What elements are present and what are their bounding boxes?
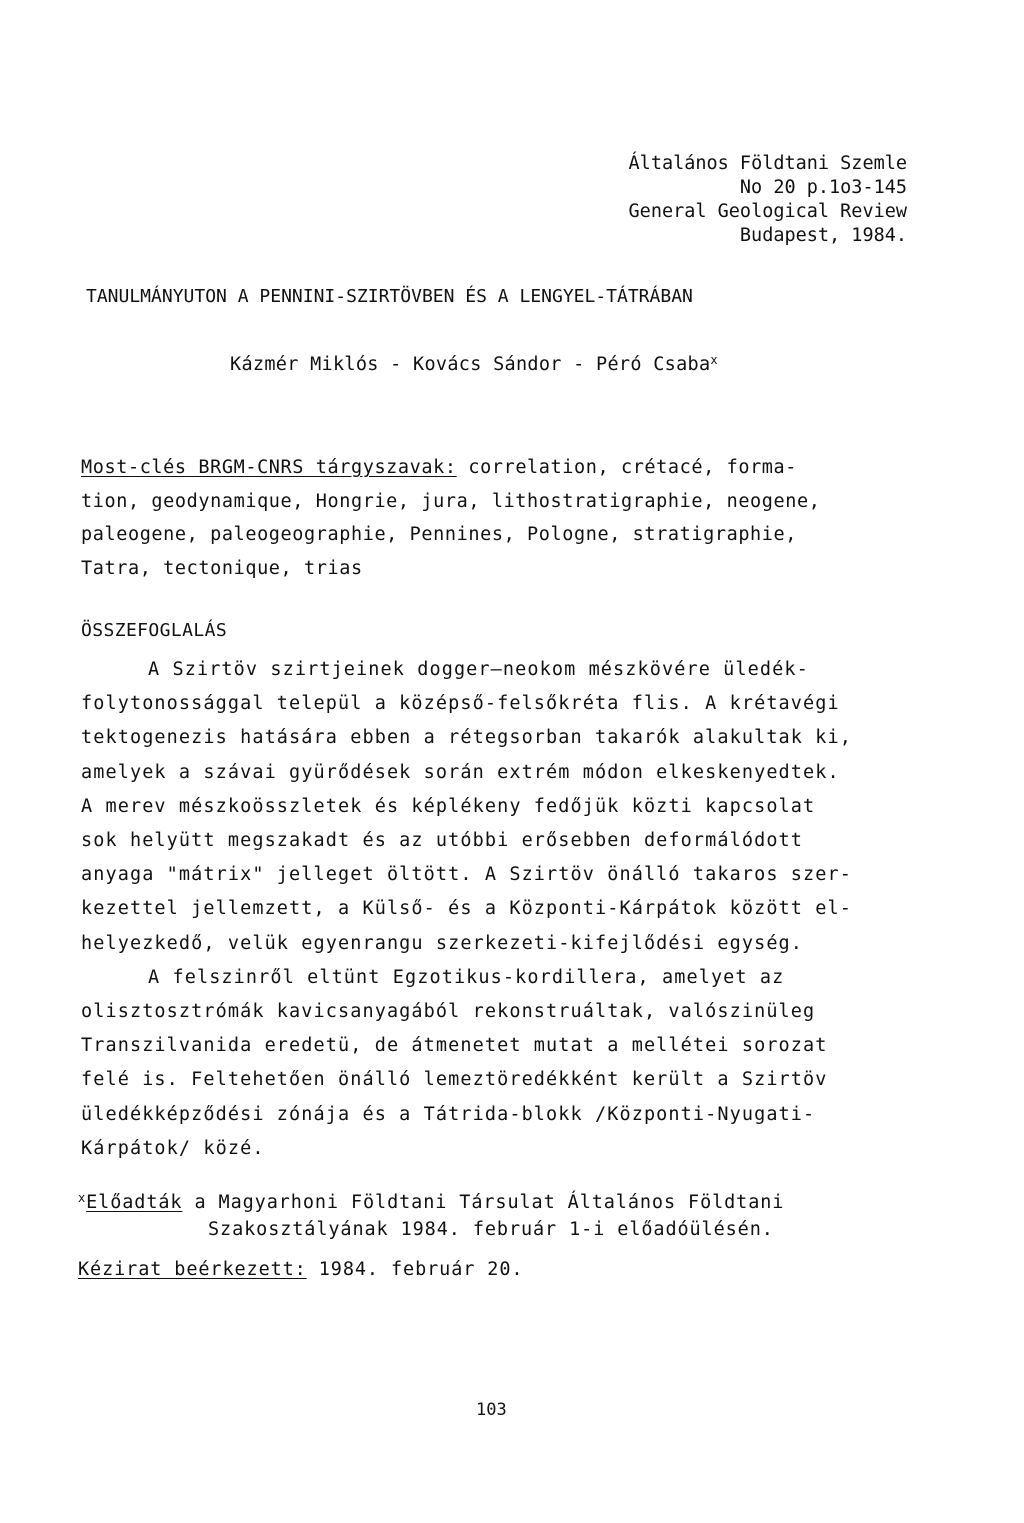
footnote-line: Szakosztályának 1984. február 1-i előadóülésén. [208, 1219, 774, 1240]
keywords-label: Most-clés BRGM-CNRS tárgyszavak: [81, 457, 457, 478]
journal-place-year: Budapest, 1984. [739, 225, 907, 246]
summary-line: üledékképződési zónája és a Tátrida-blokk /Központi-Nyugati- [81, 1103, 816, 1125]
keywords-line: Tatra, tectonique, trias [81, 557, 363, 579]
summary-body [81, 653, 941, 1166]
author-names: Kázmér Miklós - Kovács Sándor - Péró Csaba [230, 354, 711, 375]
footnote-label: Előadták [86, 1192, 183, 1213]
summary-line: A felszinről eltünt Egzotikus-kordillera, amelyet az [148, 966, 785, 988]
footnote [78, 1190, 784, 1243]
page-number: 103 [476, 1400, 507, 1420]
summary-line: tektogenezis hatására ebben a rétegsorban takarók alakultak ki, [81, 727, 852, 749]
summary-line: A Szirtöv szirtjeinek dogger—neokom mészkövére üledék- [148, 659, 809, 680]
journal-header [575, 152, 907, 248]
journal-title-en: General Geological Review [628, 201, 907, 222]
footnote-mark: x [78, 1191, 87, 1205]
authors [230, 354, 718, 375]
summary-line: anyaga "mátrix" jelleget öltött. A Szirtöv önálló takaros szer- [81, 864, 852, 886]
manuscript-received [78, 1259, 523, 1280]
keywords-text: correlation, crétacé, forma- [456, 457, 798, 478]
summary-line: Kárpátok/ közé. [81, 1137, 265, 1159]
footnote-line [78, 1190, 784, 1217]
summary-line: amelyek a szávai gyürődések során extrém módon elkeskenyedtek. [81, 761, 840, 783]
paper-title: TANULMÁNYUTON A PENNINI-SZIRTÖVBEN ÉS A LENGYEL-TÁTRÁBAN [86, 286, 693, 307]
footnote-text: a Magyarhoni Földtani Társulat Általános Földtani [182, 1192, 785, 1213]
summary-heading: ÖSSZEFOGLALÁS [81, 620, 228, 641]
summary-line: felé is. Feltehetően önálló lemeztöredékként került a Szirtöv [81, 1069, 828, 1091]
keywords-line: tion, geodynamique, Hongrie, jura, lithostratigraphie, neogene, [81, 490, 821, 512]
journal-title-hu: Általános Földtani Szemle [628, 153, 907, 174]
summary-line: folytonossággal települ a középső-felsőkréta flis. A krétavégi [81, 693, 840, 715]
received-date: 1984. február 20. [306, 1259, 524, 1280]
keywords-line [81, 451, 911, 485]
summary-line: Transzilvanida eredetü, de átmenetet mutat a mellétei sorozat [81, 1035, 828, 1057]
summary-line: helyezkedő, velük egyenrangu szerkezeti-kifejlődési egység. [81, 932, 804, 954]
summary-line: A merev mészkoösszletek és képlékeny fedőjük közti kapcsolat [81, 795, 816, 817]
journal-issue: No 20 p.1o3-145 [739, 177, 907, 198]
keywords-line: paleogene, paleogeographie, Pennines, Pologne, stratigraphie, [81, 524, 798, 545]
author-footnote-mark: x [710, 353, 718, 367]
received-label: Kézirat beérkezett: [78, 1259, 307, 1280]
keywords-block [81, 451, 911, 585]
summary-line: olisztosztrómák kavicsanyagából rekonstruáltak, valószinüleg [81, 1001, 816, 1023]
summary-line: sok helyütt megszakadt és az utóbbi erősebben deformálódott [81, 830, 804, 852]
summary-line: kezettel jellemzett, a Külső- és a Központi-Kárpátok között el- [81, 898, 852, 920]
